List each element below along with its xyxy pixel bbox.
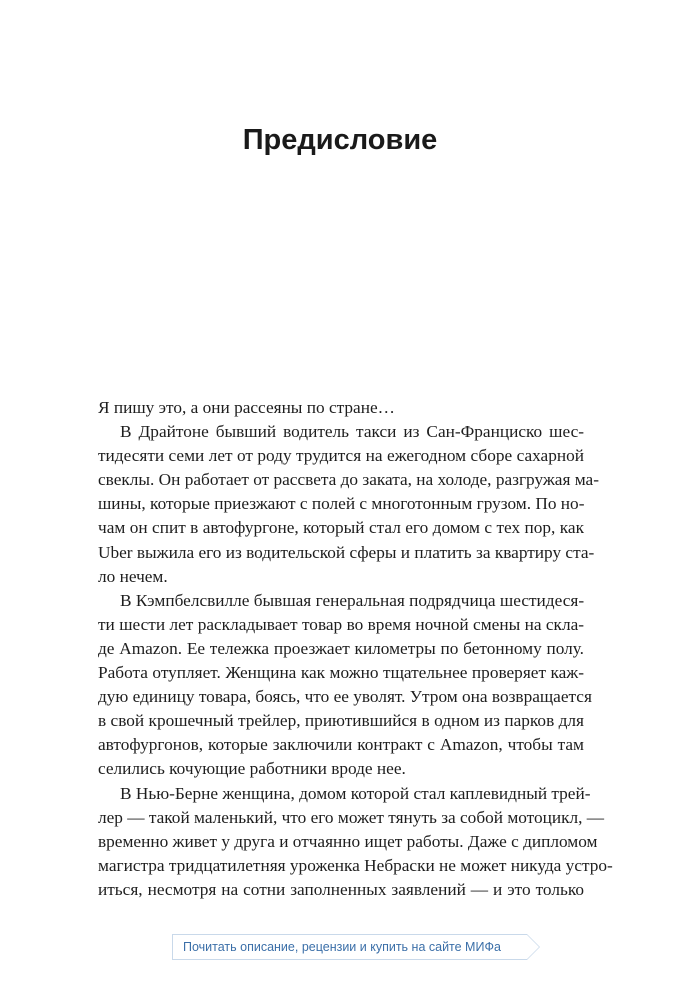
text-line: В Драйтоне бывший водитель такси из Сан-Франциско шес- (120, 422, 584, 442)
page-title: Предисловие (242, 124, 438, 156)
text-line: ло нечем. (98, 566, 168, 586)
text-line: Uber выжила его из водительской сферы и платить за квартиру ста- (98, 542, 595, 562)
text-line: дую единицу товара, боясь, что ее уволят. Утром она возвращается (98, 687, 592, 707)
text-line: лер — такой маленький, что его может тянуть за собой мотоцикл, — (98, 807, 605, 827)
body-text (98, 396, 613, 902)
text-line: В Кэмпбелсвилле бывшая генеральная подрядчица шестидеся- (120, 590, 585, 610)
text-line: чам он спит в автофургоне, который стал его домом с тех пор, как (98, 518, 584, 538)
text-line: временно живет у друга и отчаянно ищет работы. Даже с дипломом (98, 831, 598, 851)
text-line: шины, которые приезжают с полей с многотонным грузом. По но- (98, 494, 585, 514)
text-line: де Amazon. Ее тележка проезжает километры по бетонному полу. (98, 638, 584, 658)
text-line: Работа отупляет. Женщина как можно тщательнее проверяет каж- (98, 663, 584, 683)
text-line: иться, несмотря на сотни заполненных заявлений — и это только (98, 879, 584, 899)
text-line: Я пишу это, а они рассеяны по стране… (98, 398, 395, 417)
text-line: селились кочующие работники вроде нее. (98, 759, 406, 779)
publisher-site-link-label: Почитать описание, рецензии и купить на сайте МИФа (183, 940, 501, 954)
text-line: свеклы. Он работает от рассвета до заката, на холоде, разгружая ма- (98, 470, 599, 490)
publisher-site-link[interactable] (172, 934, 527, 960)
text-line: в свой крошечный трейлер, приютившийся в одном из парков для (98, 711, 584, 731)
text-line: магистра тридцатилетняя уроженка Небраски не может никуда устро- (98, 855, 613, 875)
text-line: тидесяти семи лет от роду трудится на ежегодном сборе сахарной (98, 446, 584, 466)
text-line: В Нью-Берне женщина, домом которой стал каплевидный трей- (120, 783, 591, 803)
text-line: автофургонов, которые заключили контракт с Amazon, чтобы там (98, 735, 584, 755)
link-arrow-inner-icon (527, 935, 539, 959)
text-line: ти шести лет раскладывает товар во время ночной смены на скла- (98, 614, 584, 634)
